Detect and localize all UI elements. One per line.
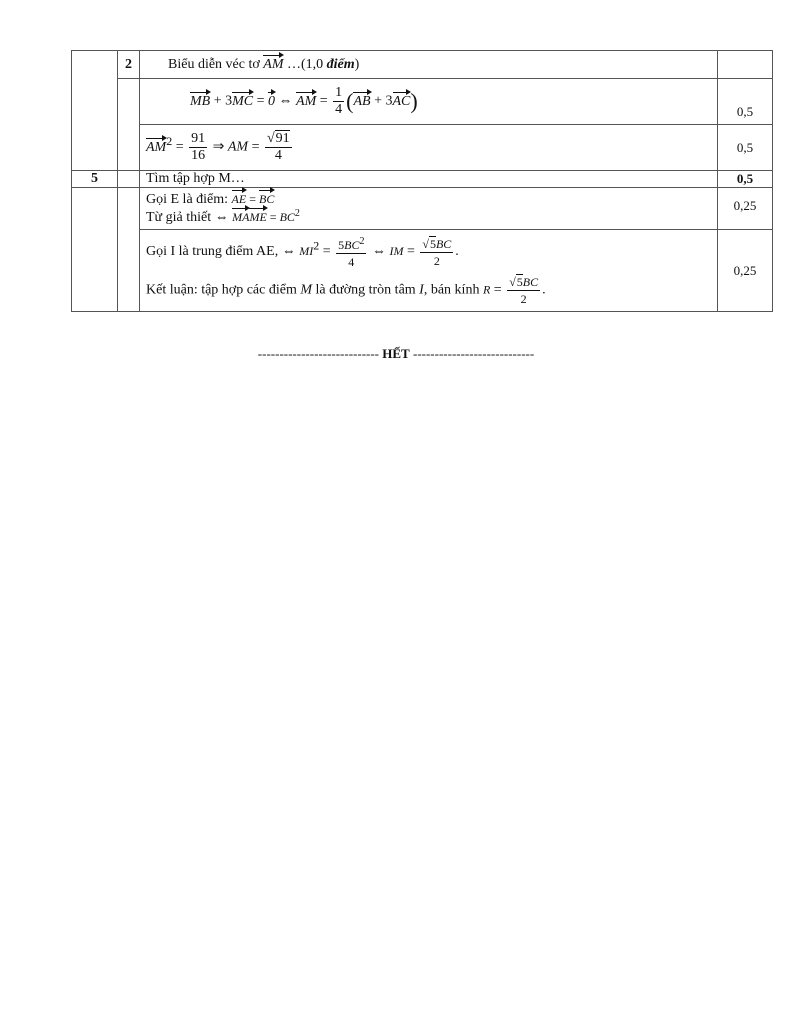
question-number: 5: [72, 171, 118, 188]
q5-step1-text: Gọi E là điểm: AE = BC Từ giả thiết ⇔ MAME = $BC^2$: [140, 188, 718, 230]
score-value: 0,5: [718, 125, 773, 171]
formula-row-1: [72, 79, 773, 125]
grading-table: [71, 50, 773, 312]
end-marker: ---------------------------- HẾT ----------------------------: [257, 346, 535, 361]
question5-header-row: [72, 171, 773, 188]
score-value: 0,25: [718, 188, 773, 230]
q5-step2-text: Gọi I là trung điểm AE, ⇔ $MI^2$ = $\frac{5BC^2}{4}$ ⇔ IM = $\frac{√5BC}{2}$ . Kết luận: tập hợp các điểm M là đường tròn tâm I, bán kính R = $\frac{√5BC}{2}$ .: [140, 230, 718, 312]
formula-vector-relation: MB + 3MC = 0 ⇔ AM = $\frac{1}{4}$ (AB + 3AC): [140, 79, 718, 125]
question-title: Tìm tập hợp M…: [140, 171, 718, 188]
formula-row-2: [72, 125, 773, 171]
score-cell: [718, 51, 773, 79]
part-title: Biểu diễn véc tơ AM …(1,0 điểm): [140, 51, 718, 79]
question-score: 0,5: [718, 171, 773, 188]
question-cell: [72, 51, 118, 171]
q5-step1-row: [72, 188, 773, 230]
formula-length: $AM^2$ = $\frac{91}{16}$ ⇒ AM = $\frac{√91}{4}$: [140, 125, 718, 171]
q5-step2-row: [72, 230, 773, 312]
score-value: 0,25: [718, 230, 773, 312]
part2-header-row: [72, 51, 773, 79]
score-value: 0,5: [718, 79, 773, 125]
part-number: 2: [118, 51, 140, 79]
